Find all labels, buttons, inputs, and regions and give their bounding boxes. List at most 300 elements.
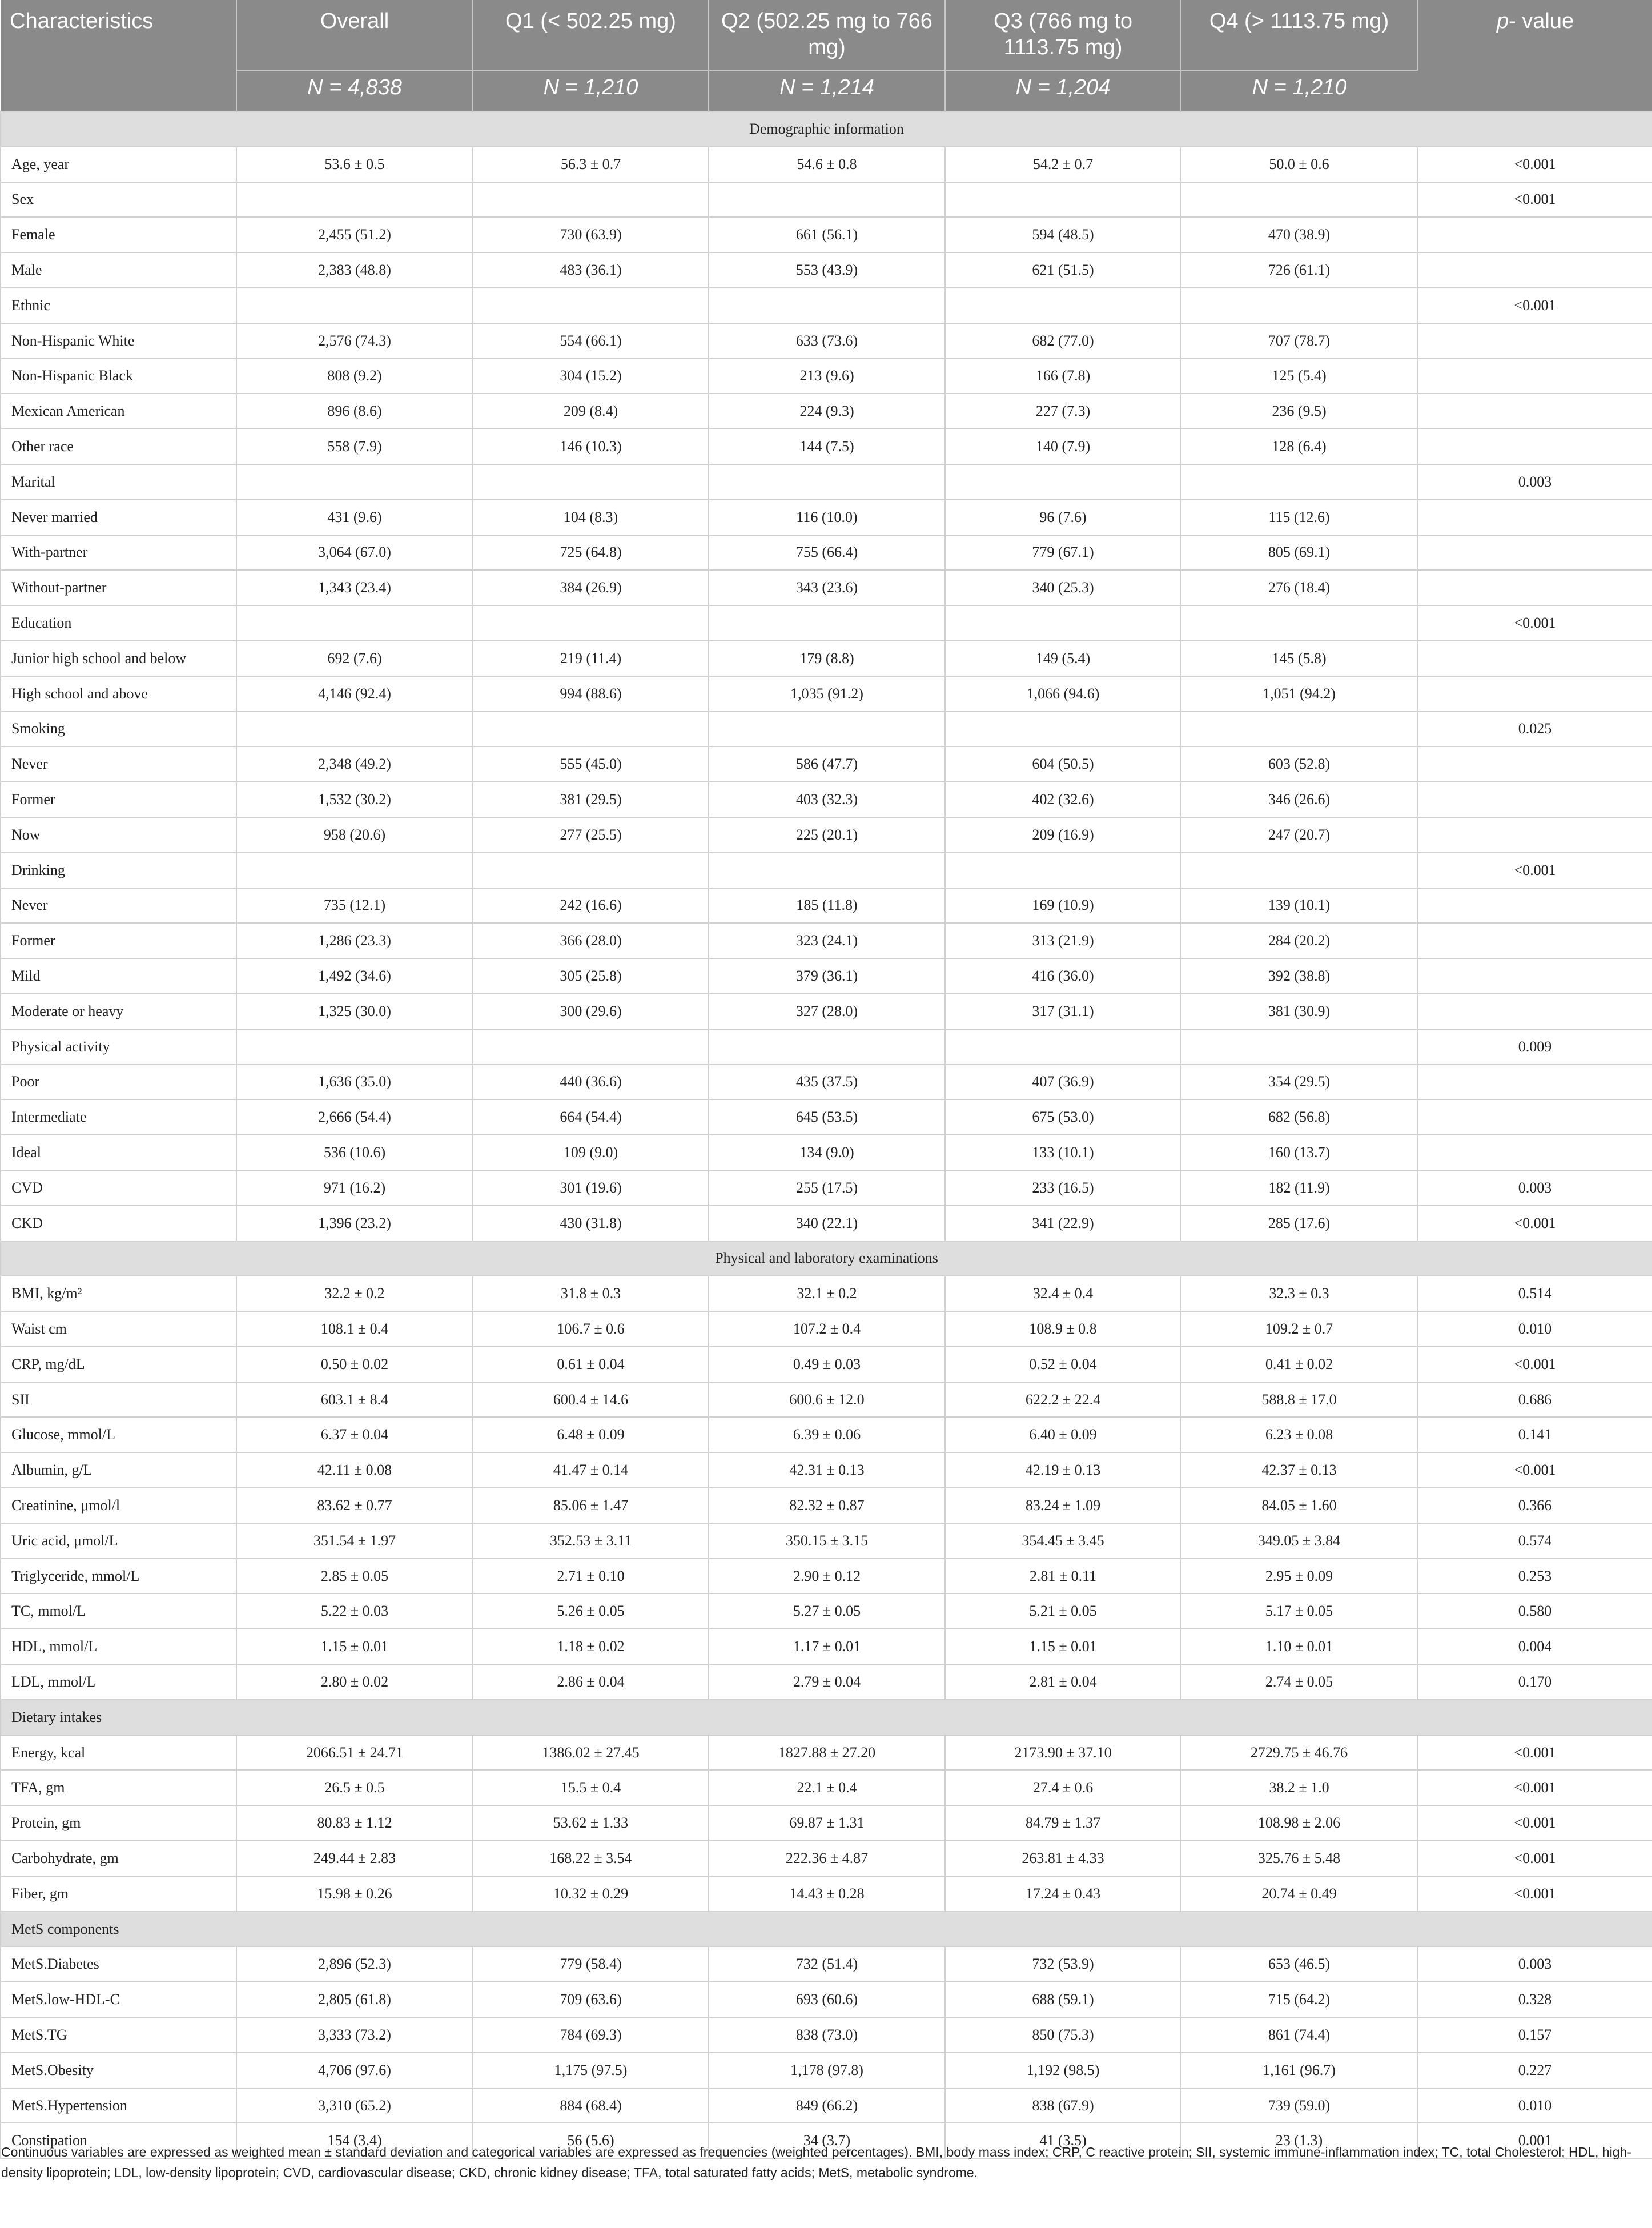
table-cell: 725 (64.8) (473, 535, 709, 571)
table-cell: 403 (32.3) (709, 782, 945, 817)
table-cell (236, 712, 473, 747)
header-row (1, 0, 1652, 70)
table-cell: 2.74 ± 0.05 (1181, 1664, 1417, 1700)
table-cell: 896 (8.6) (236, 394, 473, 429)
table-row (1, 1735, 1652, 1771)
table-cell: 128 (6.4) (1181, 429, 1417, 464)
header-characteristics: Characteristics (1, 0, 236, 111)
header-overall: Overall (236, 0, 473, 70)
table-cell: 304 (15.2) (473, 359, 709, 394)
table-cell: 109.2 ± 0.7 (1181, 1311, 1417, 1347)
p-value-cell: 0.227 (1417, 2053, 1652, 2088)
table-cell: 351.54 ± 1.97 (236, 1523, 473, 1559)
p-value-cell (1417, 1135, 1652, 1170)
p-value-cell (1417, 994, 1652, 1029)
table-cell: 603.1 ± 8.4 (236, 1382, 473, 1418)
table-cell: 0.41 ± 0.02 (1181, 1347, 1417, 1382)
table-cell: 483 (36.1) (473, 252, 709, 288)
table-row (1, 1770, 1652, 1805)
table-cell: 222.36 ± 4.87 (709, 1841, 945, 1876)
table-cell: 6.40 ± 0.09 (945, 1417, 1181, 1452)
table-cell: 23 (1.3) (1181, 2123, 1417, 2158)
header-n-row (1, 70, 1652, 111)
row-label: Albumin, g/L (1, 1452, 236, 1488)
n-q2: N = 1,214 (709, 70, 945, 111)
table-cell: 1,343 (23.4) (236, 570, 473, 605)
p-value-cell (1417, 817, 1652, 853)
table-cell: 340 (22.1) (709, 1206, 945, 1241)
table-cell (945, 853, 1181, 888)
table-cell: 735 (12.1) (236, 888, 473, 924)
p-value-cell (1417, 394, 1652, 429)
table-cell (709, 288, 945, 323)
table-cell: 179 (8.8) (709, 641, 945, 676)
row-label: Age, year (1, 147, 236, 182)
table-cell: 0.50 ± 0.02 (236, 1347, 473, 1382)
table-cell: 263.81 ± 4.33 (945, 1841, 1181, 1876)
table-cell: 0.61 ± 0.04 (473, 1347, 709, 1382)
table-cell: 2,666 (54.4) (236, 1099, 473, 1135)
table-row (1, 1664, 1652, 1700)
p-value-cell: <0.001 (1417, 1347, 1652, 1382)
p-value-cell (1417, 570, 1652, 605)
table-cell: 1,636 (35.0) (236, 1065, 473, 1100)
table-cell (1181, 464, 1417, 500)
p-value-cell (1417, 888, 1652, 924)
table-cell: 22.1 ± 0.4 (709, 1770, 945, 1805)
section-title: MetS components (1, 1912, 1652, 1947)
table-cell: 379 (36.1) (709, 958, 945, 994)
table-cell: 664 (54.4) (473, 1099, 709, 1135)
row-label: SII (1, 1382, 236, 1418)
row-label: LDL, mmol/L (1, 1664, 236, 1700)
p-value-cell: 0.170 (1417, 1664, 1652, 1700)
table-cell: 354.45 ± 3.45 (945, 1523, 1181, 1559)
table-cell: 276 (18.4) (1181, 570, 1417, 605)
table-cell: 2.86 ± 0.04 (473, 1664, 709, 1700)
table-cell: 2,455 (51.2) (236, 217, 473, 252)
table-cell: 726 (61.1) (1181, 252, 1417, 288)
table-row (1, 1946, 1652, 1982)
table-row (1, 1311, 1652, 1347)
row-label: Ethnic (1, 288, 236, 323)
table-cell: 2,805 (61.8) (236, 1982, 473, 2017)
row-label: Former (1, 782, 236, 817)
table-cell: 707 (78.7) (1181, 323, 1417, 359)
table-cell: 1,532 (30.2) (236, 782, 473, 817)
table-cell: 32.2 ± 0.2 (236, 1276, 473, 1311)
table-cell: 169 (10.9) (945, 888, 1181, 924)
row-label: Never (1, 746, 236, 782)
table-cell: 209 (8.4) (473, 394, 709, 429)
table-cell: 0.52 ± 0.04 (945, 1347, 1181, 1382)
table-cell: 779 (58.4) (473, 1946, 709, 1982)
table-body (1, 111, 1652, 2158)
table-row (1, 1629, 1652, 1664)
table-row (1, 570, 1652, 605)
p-value-cell: 0.366 (1417, 1488, 1652, 1523)
table-cell: 219 (11.4) (473, 641, 709, 676)
table-row (1, 1982, 1652, 2017)
table-row (1, 746, 1652, 782)
table-cell: 56 (5.6) (473, 2123, 709, 2158)
table-cell: 224 (9.3) (709, 394, 945, 429)
row-label: Never (1, 888, 236, 924)
table-cell: 715 (64.2) (1181, 1982, 1417, 2017)
table-cell: 884 (68.4) (473, 2088, 709, 2123)
row-label: Carbohydrate, gm (1, 1841, 236, 1876)
table-cell (473, 712, 709, 747)
table-cell: 313 (21.9) (945, 923, 1181, 958)
table-cell: 440 (36.6) (473, 1065, 709, 1100)
table-cell: 139 (10.1) (1181, 888, 1417, 924)
table-cell: 277 (25.5) (473, 817, 709, 853)
p-value-cell: 0.157 (1417, 2017, 1652, 2053)
row-label: Creatinine, μmol/l (1, 1488, 236, 1523)
table-cell: 0.49 ± 0.03 (709, 1347, 945, 1382)
table-cell: 755 (66.4) (709, 535, 945, 571)
p-value-cell (1417, 500, 1652, 535)
table-row (1, 1841, 1652, 1876)
table-cell: 2729.75 ± 46.76 (1181, 1735, 1417, 1771)
table-cell: 849 (66.2) (709, 2088, 945, 2123)
table-cell: 10.32 ± 0.29 (473, 1876, 709, 1912)
table-cell: 1,192 (98.5) (945, 2053, 1181, 2088)
table-cell: 249.44 ± 2.83 (236, 1841, 473, 1876)
table-cell: 633 (73.6) (709, 323, 945, 359)
table-cell: 384 (26.9) (473, 570, 709, 605)
table-row (1, 1488, 1652, 1523)
table-cell: 300 (29.6) (473, 994, 709, 1029)
table-cell: 349.05 ± 3.84 (1181, 1523, 1417, 1559)
table-cell: 730 (63.9) (473, 217, 709, 252)
table-cell (236, 464, 473, 500)
p-value-cell: <0.001 (1417, 288, 1652, 323)
row-label: Education (1, 605, 236, 641)
row-label: Glucose, mmol/L (1, 1417, 236, 1452)
row-label: Poor (1, 1065, 236, 1100)
table-cell: 2066.51 ± 24.71 (236, 1735, 473, 1771)
table-cell: 149 (5.4) (945, 641, 1181, 676)
table-cell (1181, 1029, 1417, 1065)
table-cell: 1,492 (34.6) (236, 958, 473, 994)
table-cell: 31.8 ± 0.3 (473, 1276, 709, 1311)
table-row (1, 1876, 1652, 1912)
table-cell: 402 (32.6) (945, 782, 1181, 817)
p-value-cell (1417, 746, 1652, 782)
table-cell: 645 (53.5) (709, 1099, 945, 1135)
row-label: BMI, kg/m² (1, 1276, 236, 1311)
row-label: Smoking (1, 712, 236, 747)
table-cell: 236 (9.5) (1181, 394, 1417, 429)
table-cell: 255 (17.5) (709, 1170, 945, 1206)
table-row (1, 1276, 1652, 1311)
row-label: MetS.Hypertension (1, 2088, 236, 2123)
table-cell: 32.1 ± 0.2 (709, 1276, 945, 1311)
table-cell (1181, 288, 1417, 323)
table-cell: 5.27 ± 0.05 (709, 1593, 945, 1629)
p-value-cell (1417, 323, 1652, 359)
table-cell: 850 (75.3) (945, 2017, 1181, 2053)
header-p-italic: p (1496, 9, 1509, 33)
table-cell: 209 (16.9) (945, 817, 1181, 853)
table-cell: 227 (7.3) (945, 394, 1181, 429)
table-row (1, 394, 1652, 429)
p-value-cell: 0.686 (1417, 1382, 1652, 1418)
table-cell: 1,325 (30.0) (236, 994, 473, 1029)
table-cell: 32.3 ± 0.3 (1181, 1276, 1417, 1311)
table-cell: 82.32 ± 0.87 (709, 1488, 945, 1523)
section-title: Demographic information (1, 111, 1652, 147)
n-q3: N = 1,204 (945, 70, 1181, 111)
table-row (1, 359, 1652, 394)
table-row (1, 853, 1652, 888)
table-cell: 805 (69.1) (1181, 535, 1417, 571)
table-cell: 225 (20.1) (709, 817, 945, 853)
table-row (1, 958, 1652, 994)
p-value-cell (1417, 252, 1652, 288)
table-cell (473, 464, 709, 500)
table-row (1, 1452, 1652, 1488)
table-cell: 42.31 ± 0.13 (709, 1452, 945, 1488)
table-cell: 603 (52.8) (1181, 746, 1417, 782)
table-cell: 2.71 ± 0.10 (473, 1559, 709, 1594)
p-value-cell: <0.001 (1417, 1770, 1652, 1805)
p-value-cell (1417, 535, 1652, 571)
p-value-cell (1417, 782, 1652, 817)
row-label: Fiber, gm (1, 1876, 236, 1912)
table-row (1, 2017, 1652, 2053)
p-value-cell (1417, 429, 1652, 464)
table-cell: 233 (16.5) (945, 1170, 1181, 1206)
table-cell: 53.62 ± 1.33 (473, 1805, 709, 1841)
row-label: Junior high school and below (1, 641, 236, 676)
table-cell: 96 (7.6) (945, 500, 1181, 535)
table-cell (709, 853, 945, 888)
row-label: MetS.Diabetes (1, 1946, 236, 1982)
table-cell (709, 464, 945, 500)
table-cell: 17.24 ± 0.43 (945, 1876, 1181, 1912)
table-cell: 133 (10.1) (945, 1135, 1181, 1170)
table-cell: 346 (26.6) (1181, 782, 1417, 817)
table-cell: 107.2 ± 0.4 (709, 1311, 945, 1347)
p-value-cell: <0.001 (1417, 1805, 1652, 1841)
table-cell: 536 (10.6) (236, 1135, 473, 1170)
table-cell: 285 (17.6) (1181, 1206, 1417, 1241)
table-cell: 106.7 ± 0.6 (473, 1311, 709, 1347)
table-cell: 108.1 ± 0.4 (236, 1311, 473, 1347)
table-cell: 305 (25.8) (473, 958, 709, 994)
table-row (1, 1417, 1652, 1452)
table-cell: 144 (7.5) (709, 429, 945, 464)
table-cell (236, 288, 473, 323)
table-cell: 1,396 (23.2) (236, 1206, 473, 1241)
table-cell: 594 (48.5) (945, 217, 1181, 252)
row-label: MetS.TG (1, 2017, 236, 2053)
p-value-cell: <0.001 (1417, 1735, 1652, 1771)
table-cell: 38.2 ± 1.0 (1181, 1770, 1417, 1805)
table-cell: 682 (56.8) (1181, 1099, 1417, 1135)
row-label: HDL, mmol/L (1, 1629, 236, 1664)
table-row (1, 1382, 1652, 1418)
row-label: Marital (1, 464, 236, 500)
table-cell: 381 (29.5) (473, 782, 709, 817)
table-cell: 381 (30.9) (1181, 994, 1417, 1029)
table-cell: 661 (56.1) (709, 217, 945, 252)
table-cell: 247 (20.7) (1181, 817, 1417, 853)
table-cell: 366 (28.0) (473, 923, 709, 958)
table-cell: 213 (9.6) (709, 359, 945, 394)
table-header (1, 0, 1652, 111)
table-cell (473, 605, 709, 641)
table-cell: 41.47 ± 0.14 (473, 1452, 709, 1488)
table-cell: 838 (73.0) (709, 2017, 945, 2053)
table-cell: 160 (13.7) (1181, 1135, 1417, 1170)
table-cell: 125 (5.4) (1181, 359, 1417, 394)
table-cell: 693 (60.6) (709, 1982, 945, 2017)
table-cell (473, 1029, 709, 1065)
table-cell: 350.15 ± 3.15 (709, 1523, 945, 1559)
table-cell (709, 605, 945, 641)
row-label: Constipation (1, 2123, 236, 2158)
table-cell: 2.95 ± 0.09 (1181, 1559, 1417, 1594)
table-row (1, 1805, 1652, 1841)
table-cell: 2.79 ± 0.04 (709, 1664, 945, 1700)
table-row (1, 535, 1652, 571)
table-cell: 41 (3.5) (945, 2123, 1181, 2158)
table-cell: 554 (66.1) (473, 323, 709, 359)
row-label: MetS.low-HDL-C (1, 1982, 236, 2017)
table-cell: 588.8 ± 17.0 (1181, 1382, 1417, 1418)
table-cell: 27.4 ± 0.6 (945, 1770, 1181, 1805)
table-cell: 54.2 ± 0.7 (945, 147, 1181, 182)
table-cell: 971 (16.2) (236, 1170, 473, 1206)
p-value-cell: 0.580 (1417, 1593, 1652, 1629)
table-row (1, 782, 1652, 817)
table-cell: 115 (12.6) (1181, 500, 1417, 535)
table-cell: 435 (37.5) (709, 1065, 945, 1100)
table-row (1, 1347, 1652, 1382)
row-label: Moderate or heavy (1, 994, 236, 1029)
table-cell: 15.98 ± 0.26 (236, 1876, 473, 1912)
table-cell: 1.10 ± 0.01 (1181, 1629, 1417, 1664)
table-cell: 2.81 ± 0.04 (945, 1664, 1181, 1700)
section-title: Physical and laboratory examinations (1, 1241, 1652, 1276)
table-cell: 53.6 ± 0.5 (236, 147, 473, 182)
section-row (1, 1241, 1652, 1276)
table-cell (945, 182, 1181, 218)
row-label: Sex (1, 182, 236, 218)
table-cell (945, 1029, 1181, 1065)
row-label: Intermediate (1, 1099, 236, 1135)
table-row (1, 888, 1652, 924)
table-cell: 431 (9.6) (236, 500, 473, 535)
table-cell: 80.83 ± 1.12 (236, 1805, 473, 1841)
table-row (1, 1593, 1652, 1629)
row-label: Never married (1, 500, 236, 535)
table-row (1, 1099, 1652, 1135)
section-row (1, 1912, 1652, 1947)
table-cell: 838 (67.9) (945, 2088, 1181, 2123)
table-row (1, 500, 1652, 535)
p-value-cell: 0.003 (1417, 1170, 1652, 1206)
table-cell (473, 288, 709, 323)
p-value-cell: <0.001 (1417, 1876, 1652, 1912)
table-cell (1181, 605, 1417, 641)
p-value-cell: <0.001 (1417, 1452, 1652, 1488)
table-cell: 50.0 ± 0.6 (1181, 147, 1417, 182)
table-cell: 784 (69.3) (473, 2017, 709, 2053)
row-label: Energy, kcal (1, 1735, 236, 1771)
table-cell: 242 (16.6) (473, 888, 709, 924)
table-cell: 470 (38.9) (1181, 217, 1417, 252)
table-row (1, 923, 1652, 958)
table-cell: 54.6 ± 0.8 (709, 147, 945, 182)
table-row (1, 1206, 1652, 1241)
table-cell: 83.62 ± 0.77 (236, 1488, 473, 1523)
table-cell: 327 (28.0) (709, 994, 945, 1029)
table-cell: 1.18 ± 0.02 (473, 1629, 709, 1664)
table-cell: 622.2 ± 22.4 (945, 1382, 1181, 1418)
row-label: TFA, gm (1, 1770, 236, 1805)
table-cell (236, 1029, 473, 1065)
table-cell: 84.05 ± 1.60 (1181, 1488, 1417, 1523)
header-q3: Q3 (766 mg to 1113.75 mg) (945, 0, 1181, 70)
row-label: CVD (1, 1170, 236, 1206)
table-row (1, 1065, 1652, 1100)
table-cell (945, 288, 1181, 323)
table-cell: 1,286 (23.3) (236, 923, 473, 958)
p-value-cell (1417, 359, 1652, 394)
table-cell: 3,333 (73.2) (236, 2017, 473, 2053)
row-label: MetS.Obesity (1, 2053, 236, 2088)
row-label: Uric acid, μmol/L (1, 1523, 236, 1559)
table-cell (1181, 853, 1417, 888)
p-value-cell: 0.010 (1417, 2088, 1652, 2123)
p-value-cell (1417, 958, 1652, 994)
table-cell: 621 (51.5) (945, 252, 1181, 288)
table-cell (709, 712, 945, 747)
table-cell: 732 (53.9) (945, 1946, 1181, 1982)
table-cell (1181, 182, 1417, 218)
table-cell: 42.37 ± 0.13 (1181, 1452, 1417, 1488)
p-value-cell (1417, 676, 1652, 712)
row-label: CRP, mg/dL (1, 1347, 236, 1382)
table-footnote: Continuous variables are expressed as weighted mean ± standard deviation and categorical variables are expressed as frequencies (weighted percentages). BMI, body mass index; CRP, C reactive protein; SII, systemic immune-inflammation index; TC, total Cholesterol; HDL, high-density lipoprotein; LDL, low-density lipoprotein; CVD, cardiovascular disease; CKD, chronic kidney disease; TFA, total saturated fatty acids; MetS, metabolic syndrome. (1, 2145, 1631, 2180)
table-cell: 958 (20.6) (236, 817, 473, 853)
p-value-cell (1417, 923, 1652, 958)
header-q4: Q4 (> 1113.75 mg) (1181, 0, 1417, 70)
table-cell: 301 (19.6) (473, 1170, 709, 1206)
table-row (1, 147, 1652, 182)
table-cell: 555 (45.0) (473, 746, 709, 782)
table-cell: 1,161 (96.7) (1181, 2053, 1417, 2088)
section-row (1, 1700, 1652, 1735)
table-row (1, 994, 1652, 1029)
table-row (1, 1170, 1652, 1206)
row-label: Non-Hispanic Black (1, 359, 236, 394)
table-cell: 2.81 ± 0.11 (945, 1559, 1181, 1594)
table-cell: 2,383 (48.8) (236, 252, 473, 288)
table-cell: 994 (88.6) (473, 676, 709, 712)
header-q1: Q1 (< 502.25 mg) (473, 0, 709, 70)
row-label: With-partner (1, 535, 236, 571)
table-cell: 3,310 (65.2) (236, 2088, 473, 2123)
table-cell: 14.43 ± 0.28 (709, 1876, 945, 1912)
header-q2: Q2 (502.25 mg to 766 mg) (709, 0, 945, 70)
p-value-cell: 0.003 (1417, 464, 1652, 500)
table-row (1, 641, 1652, 676)
